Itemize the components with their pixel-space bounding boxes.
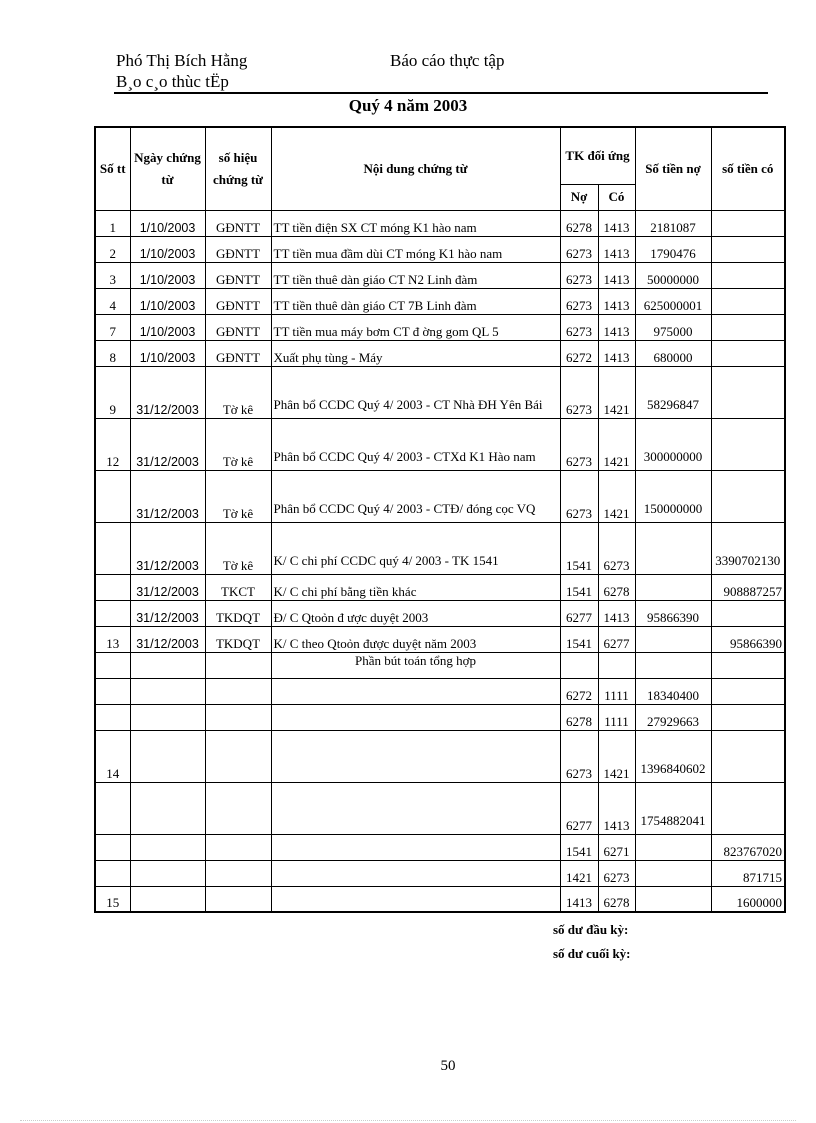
row-stt: 2 <box>95 236 130 262</box>
row-debit: 2181087 <box>635 210 711 236</box>
row-doc-no: GĐNTT <box>205 236 271 262</box>
report-title: Báo cáo thực tập <box>390 51 505 70</box>
row-stt <box>95 782 130 834</box>
row-content <box>271 704 560 730</box>
row-stt: 12 <box>95 418 130 470</box>
row-credit <box>711 262 785 288</box>
row-date: 31/12/2003 <box>130 574 205 600</box>
row-date: 31/12/2003 <box>130 366 205 418</box>
row-stt <box>95 704 130 730</box>
row-tk-no: 6277 <box>560 782 598 834</box>
period-title: Quý 4 năm 2003 <box>348 96 468 115</box>
row-debit: 27929663 <box>635 704 711 730</box>
row-credit <box>711 782 785 834</box>
row-content <box>271 730 560 782</box>
row-tk-no: 6272 <box>560 678 598 704</box>
row-credit: 1600000 <box>711 886 785 912</box>
row-content: TT tiền thuê dàn giáo CT 7B Linh đàm <box>271 288 560 314</box>
table-row <box>95 366 785 418</box>
row-debit <box>635 886 711 912</box>
report-subtitle: B¸o c¸o thùc tËp <box>116 72 229 91</box>
row-credit <box>711 600 785 626</box>
row-content <box>271 886 560 912</box>
row-tk-co: 1421 <box>598 418 635 470</box>
row-credit <box>711 288 785 314</box>
row-doc-no: GĐNTT <box>205 288 271 314</box>
row-date <box>130 782 205 834</box>
row-stt: 15 <box>95 886 130 912</box>
header-content: Nội dung chứng từ <box>271 127 560 210</box>
row-doc-no <box>205 730 271 782</box>
row-tk-co: 1111 <box>598 704 635 730</box>
row-credit: 908887257 <box>711 574 785 600</box>
row-stt: 7 <box>95 314 130 340</box>
row-content: Đ/ C Qtoỏn đ ược duyệt 2003 <box>271 600 560 626</box>
row-debit: 1790476 <box>635 236 711 262</box>
row-content: K/ C chi phí bằng tiền khác <box>271 574 560 600</box>
row-tk-co: 1413 <box>598 600 635 626</box>
table-row <box>95 652 785 678</box>
row-credit <box>711 730 785 782</box>
row-date: 1/10/2003 <box>130 340 205 366</box>
row-debit <box>635 522 711 574</box>
row-doc-no: Tờ kê <box>205 522 271 574</box>
row-date <box>130 886 205 912</box>
row-stt: 14 <box>95 730 130 782</box>
row-doc-no: Tờ kê <box>205 470 271 522</box>
ledger-table <box>94 126 786 913</box>
row-tk-co: 1421 <box>598 470 635 522</box>
row-tk-co: 1413 <box>598 782 635 834</box>
row-date: 31/12/2003 <box>130 626 205 652</box>
row-tk-no: 6273 <box>560 730 598 782</box>
row-date <box>130 704 205 730</box>
row-tk-co: 1413 <box>598 340 635 366</box>
table-row <box>95 418 785 470</box>
row-credit <box>711 652 785 678</box>
header-stt: Số tt <box>95 127 130 210</box>
row-tk-no: 1541 <box>560 574 598 600</box>
row-date: 31/12/2003 <box>130 600 205 626</box>
row-credit <box>711 678 785 704</box>
table-row <box>95 626 785 652</box>
header-date: Ngày chứng từ <box>130 127 205 210</box>
row-tk-no: 6273 <box>560 366 598 418</box>
row-content <box>271 782 560 834</box>
row-credit <box>711 210 785 236</box>
row-tk-co: 1413 <box>598 262 635 288</box>
row-date: 1/10/2003 <box>130 262 205 288</box>
row-content: K/ C chi phí CCDC quý 4/ 2003 - TK 1541 <box>271 522 560 574</box>
row-tk-co <box>598 652 635 678</box>
row-tk-co: 1413 <box>598 236 635 262</box>
row-debit <box>635 652 711 678</box>
row-credit: 823767020 <box>711 834 785 860</box>
row-debit <box>635 626 711 652</box>
table-row <box>95 782 785 834</box>
row-credit <box>711 704 785 730</box>
row-debit <box>635 860 711 886</box>
row-stt: 9 <box>95 366 130 418</box>
header-tk: TK đối ứng <box>560 127 635 184</box>
row-doc-no <box>205 834 271 860</box>
header-debit: Số tiền nợ <box>635 127 711 210</box>
row-credit <box>711 470 785 522</box>
row-tk-no: 1541 <box>560 626 598 652</box>
page-bottom-rule <box>20 1120 796 1121</box>
row-debit: 1754882041 <box>635 782 711 834</box>
row-credit <box>711 418 785 470</box>
row-content: Phân bổ CCDC Quý 4/ 2003 - CTĐ/ đóng cọc VQ <box>271 470 560 522</box>
row-date <box>130 860 205 886</box>
row-tk-co: 1421 <box>598 366 635 418</box>
row-credit: 3390702130 <box>711 522 785 574</box>
row-doc-no: GĐNTT <box>205 262 271 288</box>
row-debit: 625000001 <box>635 288 711 314</box>
row-content: K/ C theo Qtoỏn được duyệt năm 2003 <box>271 626 560 652</box>
table-row <box>95 262 785 288</box>
page-number: 50 <box>440 1058 456 1074</box>
table-row <box>95 730 785 782</box>
row-doc-no: TKDQT <box>205 600 271 626</box>
row-credit <box>711 314 785 340</box>
row-tk-co: 6278 <box>598 886 635 912</box>
table-row <box>95 704 785 730</box>
row-credit: 871715 <box>711 860 785 886</box>
row-tk-co: 1413 <box>598 314 635 340</box>
row-date: 1/10/2003 <box>130 314 205 340</box>
row-tk-no <box>560 652 598 678</box>
row-date <box>130 730 205 782</box>
row-content <box>271 834 560 860</box>
row-debit: 300000000 <box>635 418 711 470</box>
row-content <box>271 678 560 704</box>
row-tk-no: 6273 <box>560 236 598 262</box>
row-tk-co: 1421 <box>598 730 635 782</box>
table-row <box>95 340 785 366</box>
row-debit: 18340400 <box>635 678 711 704</box>
row-stt: 4 <box>95 288 130 314</box>
row-stt <box>95 522 130 574</box>
row-debit <box>635 574 711 600</box>
row-debit <box>635 834 711 860</box>
row-debit: 50000000 <box>635 262 711 288</box>
row-tk-no: 1541 <box>560 522 598 574</box>
row-date <box>130 834 205 860</box>
row-debit: 58296847 <box>635 366 711 418</box>
row-content: Xuất phụ tùng - Máy <box>271 340 560 366</box>
row-stt <box>95 678 130 704</box>
row-stt <box>95 860 130 886</box>
row-tk-co: 6277 <box>598 626 635 652</box>
row-content: TT tiền thuê dàn giáo CT N2 Linh đàm <box>271 262 560 288</box>
row-tk-co: 6273 <box>598 860 635 886</box>
row-content: TT tiền điện SX CT móng K1 hào nam <box>271 210 560 236</box>
row-doc-no <box>205 704 271 730</box>
row-tk-no: 6278 <box>560 210 598 236</box>
row-tk-co: 6271 <box>598 834 635 860</box>
row-content <box>271 860 560 886</box>
row-doc-no <box>205 678 271 704</box>
row-content: Phân bổ CCDC Quý 4/ 2003 - CT Nhà ĐH Yên Bái <box>271 366 560 418</box>
row-tk-no: 6278 <box>560 704 598 730</box>
row-content: Phân bổ CCDC Quý 4/ 2003 - CTXd K1 Hào nam <box>271 418 560 470</box>
row-stt <box>95 574 130 600</box>
row-tk-no: 6273 <box>560 288 598 314</box>
header-doc-no: số hiệu chứng từ <box>205 127 271 210</box>
row-debit: 150000000 <box>635 470 711 522</box>
row-tk-no: 6273 <box>560 418 598 470</box>
row-doc-no: TKDQT <box>205 626 271 652</box>
closing-balance-label: số dư cuối kỳ: <box>553 946 631 961</box>
table-row <box>95 470 785 522</box>
row-stt <box>95 834 130 860</box>
row-content: Phần bút toán tổng hợp <box>271 652 560 678</box>
row-stt: 3 <box>95 262 130 288</box>
table-row <box>95 236 785 262</box>
row-doc-no <box>205 782 271 834</box>
row-debit: 680000 <box>635 340 711 366</box>
table-row <box>95 886 785 912</box>
row-tk-co: 6278 <box>598 574 635 600</box>
author-name: Phó Thị Bích Hằng <box>116 51 248 70</box>
row-date: 1/10/2003 <box>130 236 205 262</box>
row-doc-no: GĐNTT <box>205 314 271 340</box>
table-row <box>95 288 785 314</box>
row-debit: 975000 <box>635 314 711 340</box>
header-rule <box>114 92 768 94</box>
row-tk-no: 6273 <box>560 470 598 522</box>
row-date: 31/12/2003 <box>130 522 205 574</box>
row-tk-no: 1413 <box>560 886 598 912</box>
row-doc-no: Tờ kê <box>205 418 271 470</box>
table-row <box>95 860 785 886</box>
row-credit <box>711 366 785 418</box>
row-date: 31/12/2003 <box>130 418 205 470</box>
table-row <box>95 522 785 574</box>
table-row <box>95 678 785 704</box>
row-tk-co: 1413 <box>598 210 635 236</box>
row-stt: 8 <box>95 340 130 366</box>
row-date: 31/12/2003 <box>130 470 205 522</box>
table-row <box>95 834 785 860</box>
row-tk-no: 6273 <box>560 262 598 288</box>
row-tk-no: 6273 <box>560 314 598 340</box>
row-content: TT tiền mua máy bơm CT đ ờng gom QL 5 <box>271 314 560 340</box>
table-row <box>95 574 785 600</box>
header-co: Có <box>598 184 635 210</box>
row-tk-co: 6273 <box>598 522 635 574</box>
row-doc-no: GĐNTT <box>205 210 271 236</box>
row-doc-no <box>205 652 271 678</box>
row-doc-no <box>205 860 271 886</box>
row-date: 1/10/2003 <box>130 288 205 314</box>
table-row <box>95 314 785 340</box>
row-tk-no: 6277 <box>560 600 598 626</box>
row-stt <box>95 470 130 522</box>
row-doc-no <box>205 886 271 912</box>
table-row <box>95 210 785 236</box>
row-doc-no: GĐNTT <box>205 340 271 366</box>
row-stt: 13 <box>95 626 130 652</box>
row-tk-no: 1421 <box>560 860 598 886</box>
header-no: Nợ <box>560 184 598 210</box>
row-date <box>130 678 205 704</box>
row-stt: 1 <box>95 210 130 236</box>
row-tk-no: 6272 <box>560 340 598 366</box>
row-date: 1/10/2003 <box>130 210 205 236</box>
row-debit: 1396840602 <box>635 730 711 782</box>
row-stt <box>95 600 130 626</box>
row-tk-co: 1111 <box>598 678 635 704</box>
header-credit: số tiền có <box>711 127 785 210</box>
row-credit: 95866390 <box>711 626 785 652</box>
row-content: TT tiền mua đầm dùi CT móng K1 hào nam <box>271 236 560 262</box>
row-debit: 95866390 <box>635 600 711 626</box>
row-doc-no: Tờ kê <box>205 366 271 418</box>
row-tk-co: 1413 <box>598 288 635 314</box>
opening-balance-label: số dư đầu kỳ: <box>553 922 629 937</box>
row-stt <box>95 652 130 678</box>
row-credit <box>711 340 785 366</box>
row-date <box>130 652 205 678</box>
row-tk-no: 1541 <box>560 834 598 860</box>
table-row <box>95 600 785 626</box>
row-doc-no: TKCT <box>205 574 271 600</box>
row-credit <box>711 236 785 262</box>
